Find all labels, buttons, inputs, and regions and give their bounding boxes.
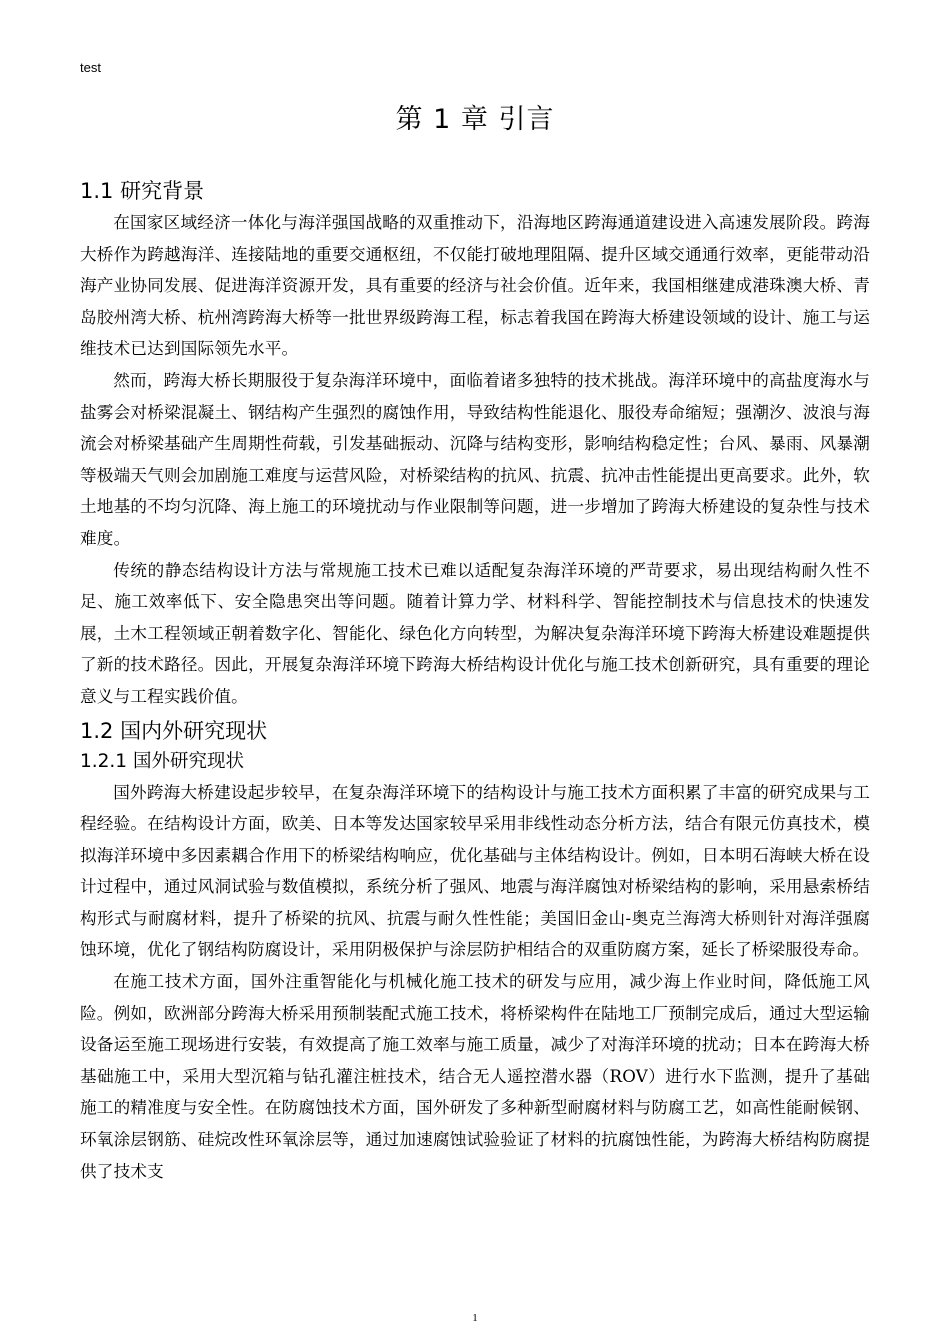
section-heading-1-2: 1.2 国内外研究现状 [80,718,268,743]
document-body [80,175,870,1187]
section-heading-1-1: 1.1 研究背景 [80,179,205,203]
paragraph: 在施工技术方面，国外注重智能化与机械化施工技术的研发与应用，减少海上作业时间，降低施工风险。例如，欧洲部分跨海大桥采用预制装配式施工技术，将桥梁构件在陆地工厂预制完成后，通过大型运输设备运至施工现场进行安装，有效提高了施工效率与施工质量，减少了对海洋环境的扰动；日本在跨海大桥基础施工中，采用大型沉箱与钻孔灌注桩技术，结合无人遥控潜水器（ROV）进行水下监测，提升了基础施工的精准度与安全性。在防腐蚀技术方面，国外研发了多种新型耐腐材料与防腐工艺，如高性能耐候钢、环氧涂层钢筋、硅烷改性环氧涂层等，通过加速腐蚀试验验证了材料的抗腐蚀性能，为跨海大桥结构防腐提供了技术支 [80,972,870,1181]
paragraph: 国外跨海大桥建设起步较早，在复杂海洋环境下的结构设计与施工技术方面积累了丰富的研究成果与工程经验。在结构设计方面，欧美、日本等发达国家较早采用非线性动态分析方法，结合有限元仿真技术，模拟海洋环境中多因素耦合作用下的桥梁结构响应，优化基础与主体结构设计。例如，日本明石海峡大桥在设计过程中，通过风洞试验与数值模拟，系统分析了强风、地震与海洋腐蚀对桥梁结构的影响，采用悬索桥结构形式与耐腐材料，提升了桥梁的抗风、抗震与耐久性性能；美国旧金山-奥克兰海湾大桥则针对海洋强腐蚀环境，优化了钢结构防腐设计，采用阴极保护与涂层防护相结合的双重防腐方案，延长了桥梁服役寿命。 [80,782,870,960]
paragraph: 然而，跨海大桥长期服役于复杂海洋环境中，面临着诸多独特的技术挑战。海洋环境中的高盐度海水与盐雾会对桥梁混凝土、钢结构产生强烈的腐蚀作用，导致结构性能退化、服役寿命缩短；强潮汐、波浪与海流会对桥梁基础产生周期性荷载，引发基础振动、沉降与结构变形，影响结构稳定性；台风、暴雨、风暴潮等极端天气则会加剧施工难度与运营风险，对桥梁结构的抗风、抗震、抗冲击性能提出更高要求。此外，软土地基的不均匀沉降、海上施工的环境扰动与作业限制等问题，进一步增加了跨海大桥建设的复杂性与技术难度。 [80,370,870,548]
page-number: 1 [472,1312,478,1324]
page-header: test [80,60,101,75]
subsection-heading-1-2-1: 1.2.1 国外研究现状 [80,750,244,772]
paragraph: 在国家区域经济一体化与海洋强国战略的双重推动下，沿海地区跨海通道建设进入高速发展阶段。跨海大桥作为跨越海洋、连接陆地的重要交通枢纽，不仅能打破地理阻隔、提升区域交通通行效率，更能带动沿海产业协同发展、促进海洋资源开发，具有重要的经济与社会价值。近年来，我国相继建成港珠澳大桥、青岛胶州湾大桥、杭州湾跨海大桥等一批世界级跨海工程，标志着我国在跨海大桥建设领域的设计、施工与运维技术已达到国际领先水平。 [80,213,870,359]
paragraph: 传统的静态结构设计方法与常规施工技术已难以适配复杂海洋环境的严苛要求，易出现结构耐久性不足、施工效率低下、安全隐患突出等问题。随着计算力学、材料科学、智能控制技术与信息技术的快速发展，土木工程领域正朝着数字化、智能化、绿色化方向转型，为解决复杂海洋环境下跨海大桥建设难题提供了新的技术路径。因此，开展复杂海洋环境下跨海大桥结构设计优化与施工技术创新研究，具有重要的理论意义与工程实践价值。 [80,560,870,706]
chapter-title: 第 1 章 引言 [395,104,555,135]
